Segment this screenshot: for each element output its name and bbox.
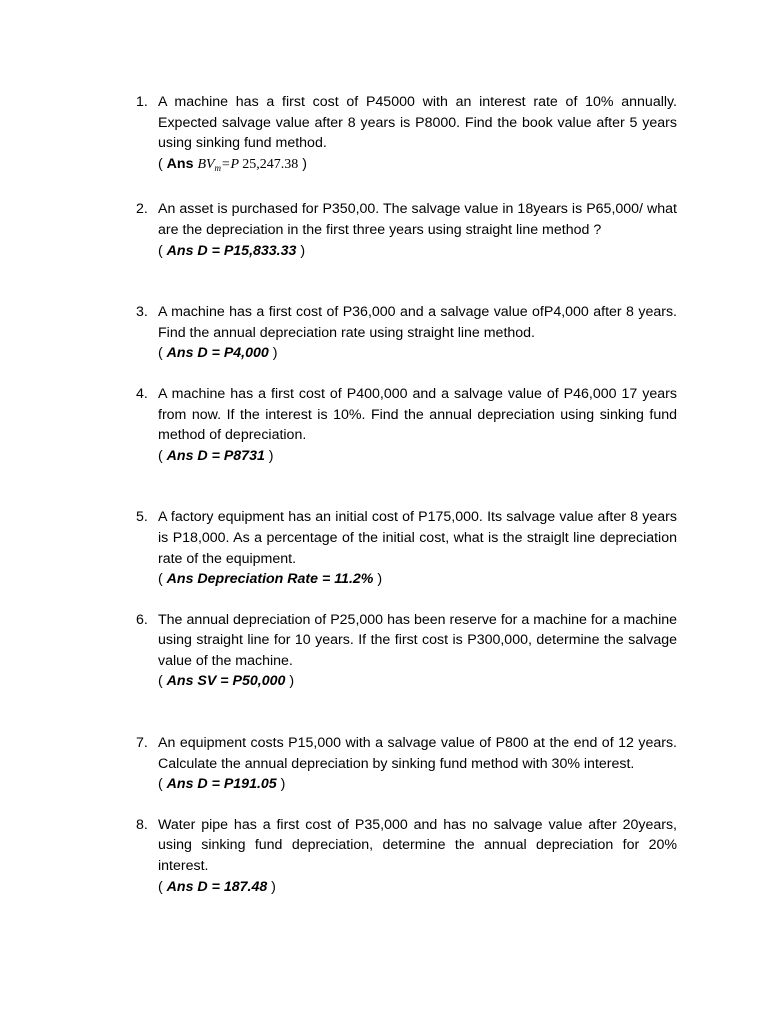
problem-number: 2. <box>136 201 148 218</box>
answer-label: Ans D = P8731 <box>166 447 265 464</box>
problem-text: An asset is purchased for P350,00. The salvage value in 18years is P65,000/ what are the depreciation in the first three years using straight line method ? <box>158 201 677 238</box>
problem-number: 1. <box>136 94 148 110</box>
problem-text: Water pipe has a first cost of P35,000 and has no salvage value after 20years, using sinking fund depreciation, determine the annual depreciation for 20% interest. <box>158 816 677 875</box>
problem-answer: ( Ans D = 187.48 ) <box>158 878 276 895</box>
problem-number: 3. <box>136 304 148 321</box>
problem-text: An equipment costs P15,000 with a salvage value of P800 at the end of 12 years. Calculate the annual depreciation by sinking fund method with 30% interest. <box>158 735 677 772</box>
answer-label: Ans D = P191.05 <box>166 776 277 793</box>
problem-7 <box>136 733 677 795</box>
answer-label: Ans SV = P50,000 <box>166 673 286 690</box>
answer-label: Ans D = P15,833.33 <box>166 242 297 259</box>
problem-answer: ( Ans D = P191.05 ) <box>158 776 286 793</box>
problem-answer: ( Ans Depreciation Rate = 11.2% ) <box>158 571 383 588</box>
problem-answer: ( Ans D = P15,833.33 ) <box>158 242 306 259</box>
problem-answer: ( Ans SV = P50,000 ) <box>158 673 295 690</box>
problem-answer: ( Ans $BV_m=P$ 25,247.38 ) <box>158 155 307 173</box>
problem-number: 8. <box>136 816 148 833</box>
answer-label: Ans D = 187.48 <box>166 878 268 895</box>
problem-6 <box>136 610 677 692</box>
answer-label: Ans D = P4,000 <box>166 345 269 362</box>
problem-1 <box>136 92 677 178</box>
problem-3 <box>136 302 677 364</box>
problem-list <box>136 92 677 897</box>
problem-answer: ( Ans D = P8731 ) <box>158 447 274 464</box>
problem-8 <box>136 815 677 897</box>
problem-text: A machine has a first cost of P36,000 and a salvage value ofP4,000 after 8 years. Find the annual depreciation rate using straight line method. <box>158 304 677 341</box>
problem-number: 6. <box>136 611 148 628</box>
answer-label: Ans Depreciation Rate = 11.2% <box>166 571 374 588</box>
problem-2 <box>136 199 677 261</box>
problem-5 <box>136 507 677 589</box>
answer-formula: $BV_m=P$ 25,247.38 <box>197 156 299 173</box>
problem-answer: ( Ans D = P4,000 ) <box>158 345 278 362</box>
problem-4 <box>136 384 677 466</box>
problem-text: A machine has a first cost of P45000 with an interest rate of 10% annually. Expected salvage value after 8 years is P8000. Find the book value after 5 years using sinking fund method. <box>158 94 677 152</box>
problem-number: 7. <box>136 735 148 752</box>
problem-text: The annual depreciation of P25,000 has been reserve for a machine for a machine using straight line for 10 years. If the first cost is P300,000, determine the salvage value of the machine. <box>158 611 677 669</box>
problem-number: 4. <box>136 385 148 402</box>
problem-number: 5. <box>136 509 148 526</box>
answer-label: Ans <box>166 155 194 172</box>
problem-text: A machine has a first cost of P400,000 and a salvage value of P46,000 17 years from now. If the interest is 10%. Find the annual depreciation using sinking fund method of depreciation. <box>158 385 677 444</box>
problem-text: A factory equipment has an initial cost of P175,000. Its salvage value after 8 years is P18,000. As a percentage of the initial cost, what is the straiglt line depreciation rate of the equipment. <box>158 509 677 567</box>
